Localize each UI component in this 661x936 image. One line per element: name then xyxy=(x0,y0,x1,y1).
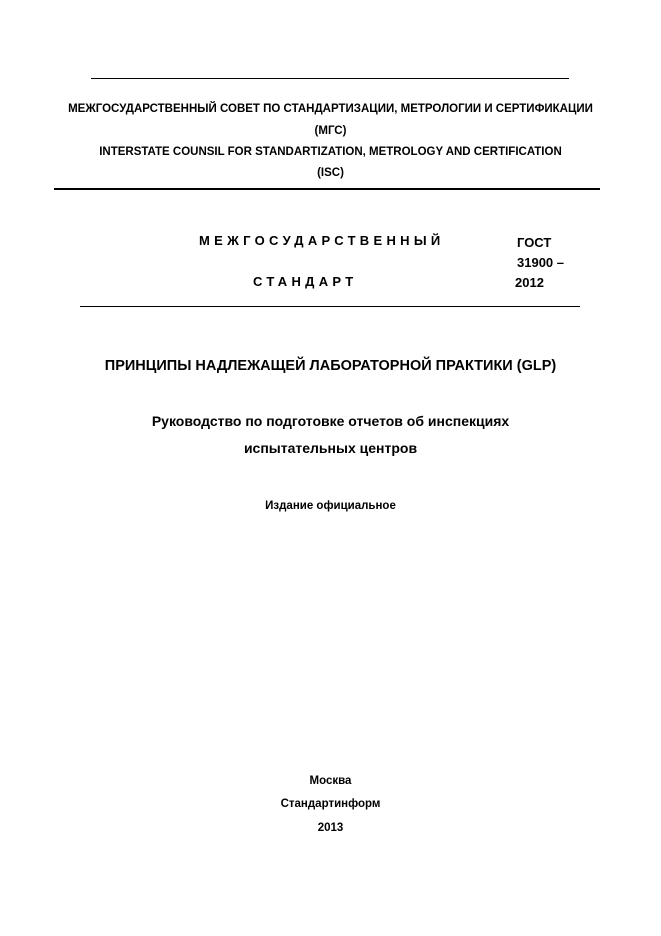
gost-label: ГОСТ xyxy=(517,235,552,250)
council-abbr-ru: (МГС) xyxy=(314,125,347,137)
designation-rule xyxy=(80,306,580,307)
designation-word-1: МЕЖГОСУДАРСТВЕННЫЙ xyxy=(199,233,445,248)
designation-word-2: СТАНДАРТ xyxy=(253,274,358,289)
publisher: Стандартинформ xyxy=(280,798,381,810)
edition-note: Издание официальное xyxy=(265,500,396,512)
publication-city: Москва xyxy=(309,775,352,787)
header-rule xyxy=(54,188,600,190)
gost-number: 31900 – xyxy=(517,255,564,270)
document-subtitle-line-1: Руководство по подготовке отчетов об инспекциях xyxy=(151,413,510,429)
publication-year: 2013 xyxy=(317,822,344,834)
council-name-ru: МЕЖГОСУДАРСТВЕННЫЙ СОВЕТ ПО СТАНДАРТИЗАЦИИ, МЕТРОЛОГИИ И СЕРТИФИКАЦИИ xyxy=(68,103,593,115)
document-title: ПРИНЦИПЫ НАДЛЕЖАЩЕЙ ЛАБОРАТОРНОЙ ПРАКТИКИ (GLP) xyxy=(104,358,557,374)
council-name-en: INTERSTATE COUNSIL FOR STANDARTIZATION, METROLOGY AND CERTIFICATION xyxy=(99,146,562,158)
gost-year: 2012 xyxy=(515,275,544,290)
council-abbr-en: (ISC) xyxy=(317,167,344,179)
document-subtitle-line-2: испытательных центров xyxy=(243,440,418,456)
top-rule xyxy=(91,78,569,79)
